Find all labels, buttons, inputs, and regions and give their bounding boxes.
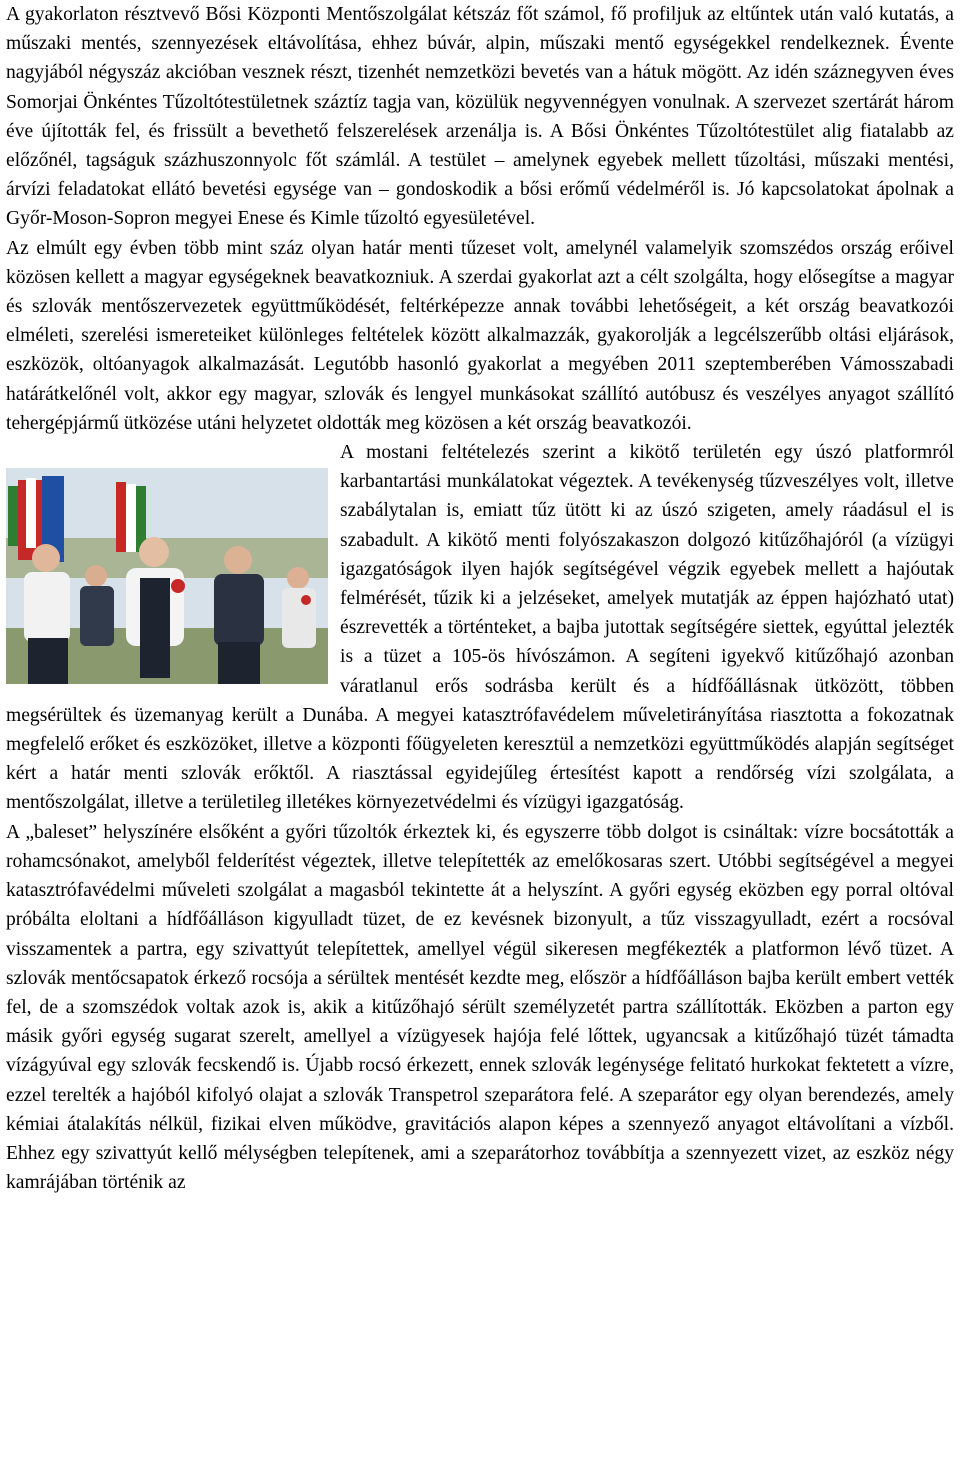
photo-firefighters-marching-icon xyxy=(6,468,328,684)
paragraph-3: A mostani feltételezés szerint a kikötő területén egy úszó platformról karbantartási munkálatokat végeztek. A tevékenység tűzveszélyes volt, illetve szabálytalan is, emiatt tűz ütött ki az úszó szigeten, amely ráadásul el is szabadult. A kikötő menti folyószakaszon dolgozó kitűzőhajóról (a vízügyi igazgatóságok ilyen hajók segítségével végzik egyebek mellett a hajóutak felmérését, tűzik ki a jelzéseket, amelyek mutatják az éppen hajózható utat) észrevették a történteket, a bajba jutottak segítségére siettek, egyúttal jelezték is a tüzet a 105-ös hívószámon. A segíteni igyekvő kitűzőhajó azonban váratlanul erős sodrásba került és a hídfőállásnak ütközött, többen megsérültek és üzemanyag került a Dunába. A megyei katasztrófavédelem műveletirányítása riasztotta a fokozatnak megfelelő erőket és eszközöket, illetve a központi főügyeleten keresztül a nemzetközi együttműködés alapján segítséget kért a határ menti szlovák erőktől. A riasztással egyidejűleg értesítést kapott a rendőrség vízi szolgálata, a mentőszolgálat, illetve a területileg illetékes környezetvédelmi és vízügyi igazgatóság. xyxy=(6,442,954,814)
document-page xyxy=(6,0,954,1197)
paragraph-4: A „baleset” helyszínére elsőként a győri tűzoltók érkeztek ki, és egyszerre több dolgot is csináltak: vízre bocsátották a rohamcsónakot, amelyből felderítést végeztek, illetve telepítették az emelőkosaras szert. Utóbbi segítségével a megyei katasztrófavédelmi műveleti szolgálat a magasból tekintette át a helyszínt. A győri egység eközben egy porral oltóval próbálta eloltani a hídfőálláson kigyulladt tüzet, de ez kevésnek bizonyult, a tűz visszagyulladt, ezért a rocsóval visszamentek a partra, egy szivattyút telepítettek, amellyel végül sikeresen megfékezték a platformon lévő tüzet. A szlovák mentőcsapatok érkező rocsója a sérültek mentését kezdte meg, először a hídfőálláson bajba került embert vették fel, de a szomszédok voltak azok is, akik a kitűzőhajó sérült személyzetét partra szállították. Eközben a parton egy másik győri egység sugarat szerelt, amellyel a vízügyesek hajója felé lőttek, ugyancsak a kitűzőhajó tüzét támadta vízágyúval egy szlovák fecskendő is. Újabb rocsó érkezett, ennek szlovák legénysége felitató hurkokat fektetett a vízre, ezzel terelték a hajóból kifolyó olajat a szlovák Transpetrol szeparátora felé. A szeparátor egy olyan berendezés, amely kémiai átalakítás nélkül, fizikai elven működve, gravitációs alapon képes a szennyező anyagot eltávolítani a vízből. Ehhez egy szivattyút kellő mélységben telepítenek, ami a szeparátorhoz továbbítja a szennyezett vizet, az eszköz négy kamrájában történik az xyxy=(6,821,954,1194)
paragraph-1: A gyakorlaton résztvevő Bősi Központi Mentőszolgálat kétszáz főt számol, fő profiljuk az eltűntek után való kutatás, a műszaki mentés, szennyezések eltávolítása, ehhez búvár, alpin, műszaki mentő egységekkel rendelkeznek. Évente nagyjából négyszáz akcióban vesznek részt, tizenhét nemzetközi bevetés van a hátuk mögött. Az idén száznegyven éves Somorjai Önkéntes Tűzoltótestületnek száztíz tagja van, közülük negyvennégyen vonulnak. A szervezet szertárát három éve újították fel, és frissült a bevethető felszerelések arzenálja is. A Bősi Önkéntes Tűzoltótestület alig fiatalabb az előzőnél, tagságuk százhuszonnyolc főt számlál. A testület – amelynek egyebek mellett tűzoltási, műszaki mentési, árvízi feladatokat ellátó bevetési egysége van – gondoskodik a bősi erőmű védelméről is. Jó kapcsolatokat ápolnak a Győr-Moson-Sopron megyei Enese és Kimle tűzoltó egyesületével. xyxy=(6,4,954,230)
paragraph-2: Az elmúlt egy évben több mint száz olyan határ menti tűzeset volt, amelynél valamelyik szomszédos ország erőivel közösen kellett a magyar egységeknek beavatkozniuk. A szerdai gyakorlat azt a célt szolgálta, hogy elősegítse a magyar és szlovák mentőszervezetek együttműködését, feltérképezze annak további lehetőségeit, a két ország beavatkozói elméleti, szerelési ismereteiket különleges feltételek között alkalmazzák, gyakorolják a legcélszerűbb oltási eljárások, eszközök, oltóanyagok alkalmazását. Legutóbb hasonló gyakorlat a megyében 2011 szeptemberében Vámosszabadi határátkelőnél volt, akkor egy magyar, szlovák és lengyel munkásokat szállító autóbusz és veszélyes anyagot szállító tehergépjármű ütközése utáni helyzetet oldották meg közösen a két ország beavatkozói. xyxy=(6,237,954,434)
